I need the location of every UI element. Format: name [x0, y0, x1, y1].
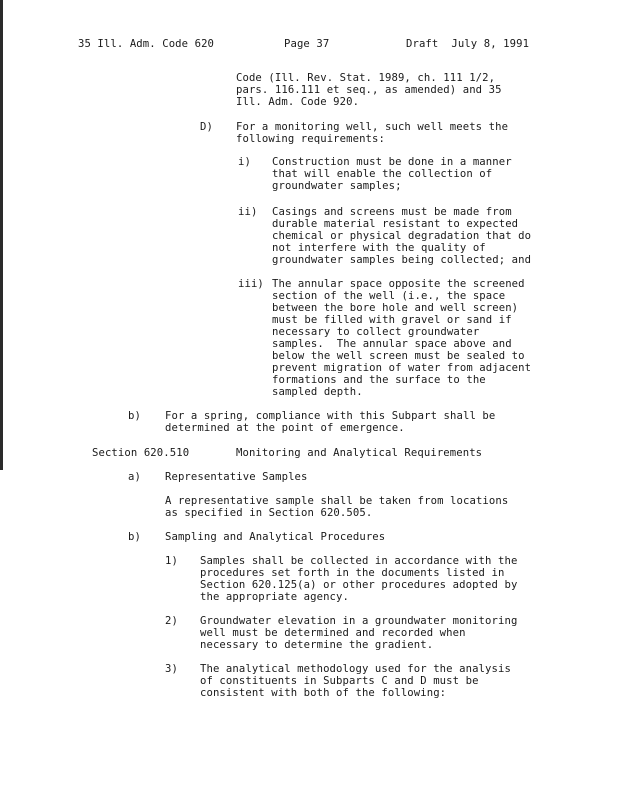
subitem-1-line: Samples shall be collected in accordance with the — [200, 555, 518, 567]
item-b-spring-line: For a spring, compliance with this Subpart shall be — [165, 410, 496, 422]
subitem-3-line: The analytical methodology used for the analysis — [200, 663, 511, 675]
section-title: Monitoring and Analytical Requirements — [236, 447, 483, 459]
subitem-ii-marker: ii) — [238, 206, 258, 218]
subitem-iii-line: The annular space opposite the screened — [272, 278, 525, 290]
item-d-marker: D) — [200, 121, 213, 133]
subitem-i-line: groundwater samples; — [272, 180, 402, 192]
subitem-3-line: of constituents in Subparts C and D must be — [200, 675, 479, 687]
subitem-2-line: well must be determined and recorded when — [200, 627, 466, 639]
item-a-marker: a) — [128, 471, 141, 483]
subitem-ii-line: chemical or physical degradation that do — [272, 230, 532, 242]
subitem-iii-line: formations and the surface to the — [272, 374, 486, 386]
page-binding-edge — [0, 0, 3, 470]
subitem-ii-line: groundwater samples being collected; and — [272, 254, 532, 266]
subitem-i-line: Construction must be done in a manner — [272, 156, 512, 168]
item-b-heading: Sampling and Analytical Procedures — [165, 531, 386, 543]
subitem-3-line: consistent with both of the following: — [200, 687, 447, 699]
subitem-iii-line: below the well screen must be sealed to — [272, 350, 525, 362]
header-code: 35 Ill. Adm. Code 620 — [78, 38, 215, 50]
subitem-iii-marker: iii) — [238, 278, 264, 290]
subitem-1-marker: 1) — [165, 555, 178, 567]
item-b-spring-marker: b) — [128, 410, 141, 422]
subitem-iii-line: must be filled with gravel or sand if — [272, 314, 512, 326]
item-d-line: following requirements: — [236, 133, 385, 145]
item-a-line: A representative sample shall be taken from locations — [165, 495, 509, 507]
subitem-2-marker: 2) — [165, 615, 178, 627]
header-draft-date: Draft July 8, 1991 — [406, 38, 530, 50]
subitem-ii-line: Casings and screens must be made from — [272, 206, 512, 218]
subitem-3-marker: 3) — [165, 663, 178, 675]
intro-line: Ill. Adm. Code 920. — [236, 96, 360, 108]
header-page-number: Page 37 — [284, 38, 330, 50]
item-a-line: as specified in Section 620.505. — [165, 507, 373, 519]
subitem-i-line: that will enable the collection of — [272, 168, 493, 180]
item-d-line: For a monitoring well, such well meets the — [236, 121, 509, 133]
item-b-spring-line: determined at the point of emergence. — [165, 422, 405, 434]
item-b-marker: b) — [128, 531, 141, 543]
subitem-iii-line: sampled depth. — [272, 386, 363, 398]
subitem-2-line: necessary to determine the gradient. — [200, 639, 434, 651]
subitem-2-line: Groundwater elevation in a groundwater monitoring — [200, 615, 518, 627]
subitem-ii-line: not interfere with the quality of — [272, 242, 486, 254]
subitem-1-line: procedures set forth in the documents listed in — [200, 567, 505, 579]
intro-line: pars. 116.111 et seq., as amended) and 35 — [236, 84, 502, 96]
subitem-1-line: Section 620.125(a) or other procedures adopted by — [200, 579, 518, 591]
item-a-heading: Representative Samples — [165, 471, 308, 483]
subitem-iii-line: between the bore hole and well screen) — [272, 302, 519, 314]
subitem-i-marker: i) — [238, 156, 251, 168]
section-number: Section 620.510 — [92, 447, 190, 459]
subitem-ii-line: durable material resistant to expected — [272, 218, 519, 230]
subitem-1-line: the appropriate agency. — [200, 591, 349, 603]
subitem-iii-line: prevent migration of water from adjacent — [272, 362, 532, 374]
subitem-iii-line: necessary to collect groundwater — [272, 326, 480, 338]
subitem-iii-line: samples. The annular space above and — [272, 338, 512, 350]
subitem-iii-line: section of the well (i.e., the space — [272, 290, 506, 302]
intro-line: Code (Ill. Rev. Stat. 1989, ch. 111 1/2, — [236, 72, 496, 84]
